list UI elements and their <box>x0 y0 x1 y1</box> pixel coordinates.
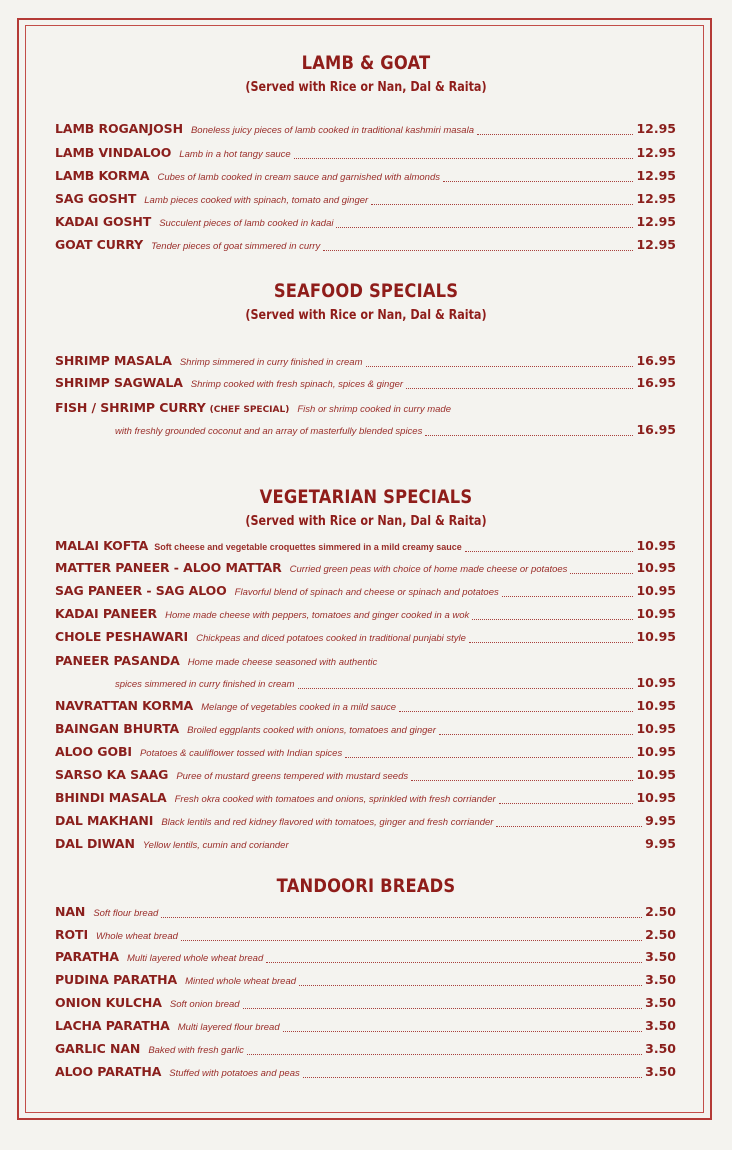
item-name: LAMB VINDALOO <box>55 145 172 160</box>
item-description: Minted whole wheat bread <box>185 976 297 987</box>
item-description: Fish or shrimp cooked in curry made <box>297 404 451 415</box>
item-name: ROTI <box>55 927 89 942</box>
menu-item <box>55 904 676 924</box>
item-name: SAG GOSHT <box>55 191 137 206</box>
menu-item-continuation <box>115 422 676 442</box>
item-description: Multi layered whole wheat bread <box>126 953 264 964</box>
menu-item <box>55 1064 676 1084</box>
item-name: GARLIC NAN <box>55 1041 141 1056</box>
item-description: Succulent pieces of lamb cooked in kadai <box>159 218 334 229</box>
item-price: 10.95 <box>636 675 676 690</box>
item-name: BHINDI MASALA <box>55 790 167 805</box>
menu-item <box>55 949 676 969</box>
dot-leader <box>371 203 633 205</box>
item-price: 12.95 <box>636 121 676 136</box>
item-name: ALOO GOBI <box>55 744 132 759</box>
dot-leader <box>294 157 634 159</box>
menu-item <box>55 538 676 558</box>
section-title-lamb-goat: LAMB & GOAT <box>301 52 431 74</box>
section-subtitle-seafood: (Served with Rice or Nan, Dal & Raita) <box>245 308 487 323</box>
item-price: 12.95 <box>636 145 676 160</box>
item-description-continued: with freshly grounded coconut and an array of masterfully blended spices <box>115 426 423 437</box>
item-price: 2.50 <box>645 927 676 942</box>
menu-item <box>55 191 676 211</box>
dot-leader <box>465 550 634 552</box>
item-description: Lamb in a hot tangy sauce <box>179 149 291 160</box>
menu-item <box>55 214 676 234</box>
section-title-vegetarian: VEGETARIAN SPECIALS <box>259 486 473 508</box>
item-name: SARSO KA SAAG <box>55 767 169 782</box>
item-price: 10.95 <box>636 767 676 782</box>
dot-leader <box>439 733 634 735</box>
item-name: GOAT CURRY <box>55 237 144 252</box>
menu-item <box>55 1018 676 1038</box>
menu-item <box>55 721 676 741</box>
dot-leader <box>443 180 633 182</box>
item-price: 16.95 <box>636 375 676 390</box>
dot-leader <box>499 802 634 804</box>
dot-leader <box>469 641 634 643</box>
item-name: SAG PANEER - SAG ALOO <box>55 583 227 598</box>
dot-leader <box>266 961 642 963</box>
menu-item <box>55 375 676 395</box>
item-description: Multi layered flour bread <box>177 1022 280 1033</box>
dot-leader <box>303 1076 642 1078</box>
item-name: CHOLE PESHAWARI <box>55 629 189 644</box>
item-name: LACHA PARATHA <box>55 1018 170 1033</box>
dot-leader <box>298 687 634 689</box>
dot-leader <box>161 916 642 918</box>
dot-leader <box>323 249 633 251</box>
item-description: Soft cheese and vegetable croquettes simmered in a mild creamy sauce <box>154 542 462 552</box>
item-name: MALAI KOFTA <box>55 538 149 553</box>
dot-leader <box>181 939 642 941</box>
item-name: PARATHA <box>55 949 119 964</box>
dot-leader <box>496 825 642 827</box>
item-price: 10.95 <box>636 629 676 644</box>
item-description-continued: spices simmered in curry finished in cream <box>115 679 295 690</box>
item-description: Stuffed with potatoes and peas <box>169 1068 300 1079</box>
dot-leader <box>336 226 633 228</box>
dot-leader <box>243 1007 643 1009</box>
item-description: Home made cheese seasoned with authentic <box>187 657 378 668</box>
item-description: Soft flour bread <box>93 908 159 919</box>
item-name: KADAI GOSHT <box>55 214 152 229</box>
menu-item <box>55 653 377 673</box>
item-name: FISH / SHRIMP CURRY <box>55 400 206 415</box>
menu-item <box>55 629 676 649</box>
item-description: Cubes of lamb cooked in cream sauce and garnished with almonds <box>157 172 440 183</box>
menu-item <box>55 606 676 626</box>
item-description: Soft onion bread <box>169 999 240 1010</box>
chef-special-tag: (CHEF SPECIAL) <box>209 405 290 415</box>
dot-leader <box>472 618 633 620</box>
item-description: Shrimp cooked with fresh spinach, spices & ginger <box>190 379 404 390</box>
item-name: KADAI PANEER <box>55 606 158 621</box>
item-description: Home made cheese with peppers, tomatoes and ginger cooked in a wok <box>165 610 470 621</box>
dot-leader <box>425 434 633 436</box>
menu-item <box>55 790 676 810</box>
item-price: 9.95 <box>645 813 676 828</box>
dot-leader <box>345 756 633 758</box>
item-price: 10.95 <box>636 560 676 575</box>
item-price: 3.50 <box>645 1018 676 1033</box>
item-price: 10.95 <box>636 790 676 805</box>
menu-item <box>55 121 676 141</box>
item-description: Chickpeas and diced potatoes cooked in traditional punjabi style <box>196 633 466 644</box>
item-name: SHRIMP MASALA <box>55 353 172 368</box>
item-description: Whole wheat bread <box>96 931 178 942</box>
item-price: 9.95 <box>645 836 676 851</box>
dot-leader <box>247 1053 642 1055</box>
menu-item <box>55 744 676 764</box>
item-name: DAL MAKHANI <box>55 813 154 828</box>
item-name: ONION KULCHA <box>55 995 162 1010</box>
item-name: PANEER PASANDA <box>55 653 180 668</box>
menu-item <box>55 168 676 188</box>
item-price: 2.50 <box>645 904 676 919</box>
menu-item <box>55 560 676 580</box>
menu-item <box>55 995 676 1015</box>
item-price: 12.95 <box>636 237 676 252</box>
dot-leader <box>411 779 633 781</box>
item-price: 10.95 <box>636 698 676 713</box>
menu-item <box>55 353 676 373</box>
item-description: Boneless juicy pieces of lamb cooked in traditional kashmiri masala <box>190 125 474 136</box>
item-name: SHRIMP SAGWALA <box>55 375 183 390</box>
section-title-seafood: SEAFOOD SPECIALS <box>273 280 459 302</box>
item-description: Fresh okra cooked with tomatoes and onions, sprinkled with fresh corriander <box>174 794 496 805</box>
item-price: 3.50 <box>645 1041 676 1056</box>
item-name: LAMB ROGANJOSH <box>55 121 183 136</box>
dot-leader <box>406 387 633 389</box>
dot-leader <box>477 133 633 135</box>
item-price: 10.95 <box>636 538 676 553</box>
item-price: 16.95 <box>636 422 676 437</box>
item-description: Puree of mustard greens tempered with mustard seeds <box>176 771 409 782</box>
item-description: Curried green peas with choice of home made cheese or potatoes <box>289 564 568 575</box>
dot-leader <box>292 848 643 850</box>
dot-leader <box>570 572 633 574</box>
item-description: Tender pieces of goat simmered in curry <box>151 241 321 252</box>
item-name: NAN <box>55 904 86 919</box>
item-description: Baked with fresh garlic <box>148 1045 244 1056</box>
item-name: DAL DIWAN <box>55 836 135 851</box>
section-title-breads: TANDOORI BREADS <box>276 875 456 897</box>
item-price: 12.95 <box>636 191 676 206</box>
menu-item <box>55 927 676 947</box>
menu-item <box>55 813 676 833</box>
section-subtitle-lamb-goat: (Served with Rice or Nan, Dal & Raita) <box>245 80 487 95</box>
item-price: 3.50 <box>645 949 676 964</box>
item-price: 3.50 <box>645 972 676 987</box>
item-price: 12.95 <box>636 214 676 229</box>
item-name: BAINGAN BHURTA <box>55 721 180 736</box>
item-description: Shrimp simmered in curry finished in cream <box>179 357 363 368</box>
item-price: 10.95 <box>636 606 676 621</box>
dot-leader <box>366 365 634 367</box>
item-description: Lamb pieces cooked with spinach, tomato and ginger <box>144 195 369 206</box>
menu-item <box>55 698 676 718</box>
item-price: 10.95 <box>636 721 676 736</box>
dot-leader <box>502 595 634 597</box>
item-description: Melange of vegetables cooked in a mild sauce <box>201 702 397 713</box>
item-description: Black lentils and red kidney flavored with tomatoes, ginger and fresh corriander <box>161 817 494 828</box>
item-description: Potatoes & cauliflower tossed with Indian spices <box>139 748 343 759</box>
menu-item <box>55 145 676 165</box>
dot-leader <box>399 710 633 712</box>
item-price: 10.95 <box>636 744 676 759</box>
item-price: 10.95 <box>636 583 676 598</box>
section-subtitle-vegetarian: (Served with Rice or Nan, Dal & Raita) <box>245 514 487 529</box>
menu-item <box>55 767 676 787</box>
menu-item-continuation <box>115 675 676 695</box>
item-name: PUDINA PARATHA <box>55 972 178 987</box>
item-price: 3.50 <box>645 1064 676 1079</box>
dot-leader <box>283 1030 643 1032</box>
item-name: LAMB KORMA <box>55 168 150 183</box>
item-name: MATTER PANEER - ALOO MATTAR <box>55 560 282 575</box>
menu-item <box>55 1041 676 1061</box>
menu-item <box>55 237 676 257</box>
item-description: Yellow lentils, cumin and coriander <box>142 840 289 851</box>
dot-leader <box>299 984 642 986</box>
menu-item <box>55 583 676 603</box>
item-price: 3.50 <box>645 995 676 1010</box>
menu-item <box>55 836 676 856</box>
menu-item <box>55 400 451 420</box>
item-description: Flavorful blend of spinach and cheese or spinach and potatoes <box>234 587 499 598</box>
item-price: 12.95 <box>636 168 676 183</box>
item-name: ALOO PARATHA <box>55 1064 162 1079</box>
item-name: NAVRATTAN KORMA <box>55 698 194 713</box>
item-price: 16.95 <box>636 353 676 368</box>
item-description: Broiled eggplants cooked with onions, tomatoes and ginger <box>187 725 436 736</box>
menu-item <box>55 972 676 992</box>
